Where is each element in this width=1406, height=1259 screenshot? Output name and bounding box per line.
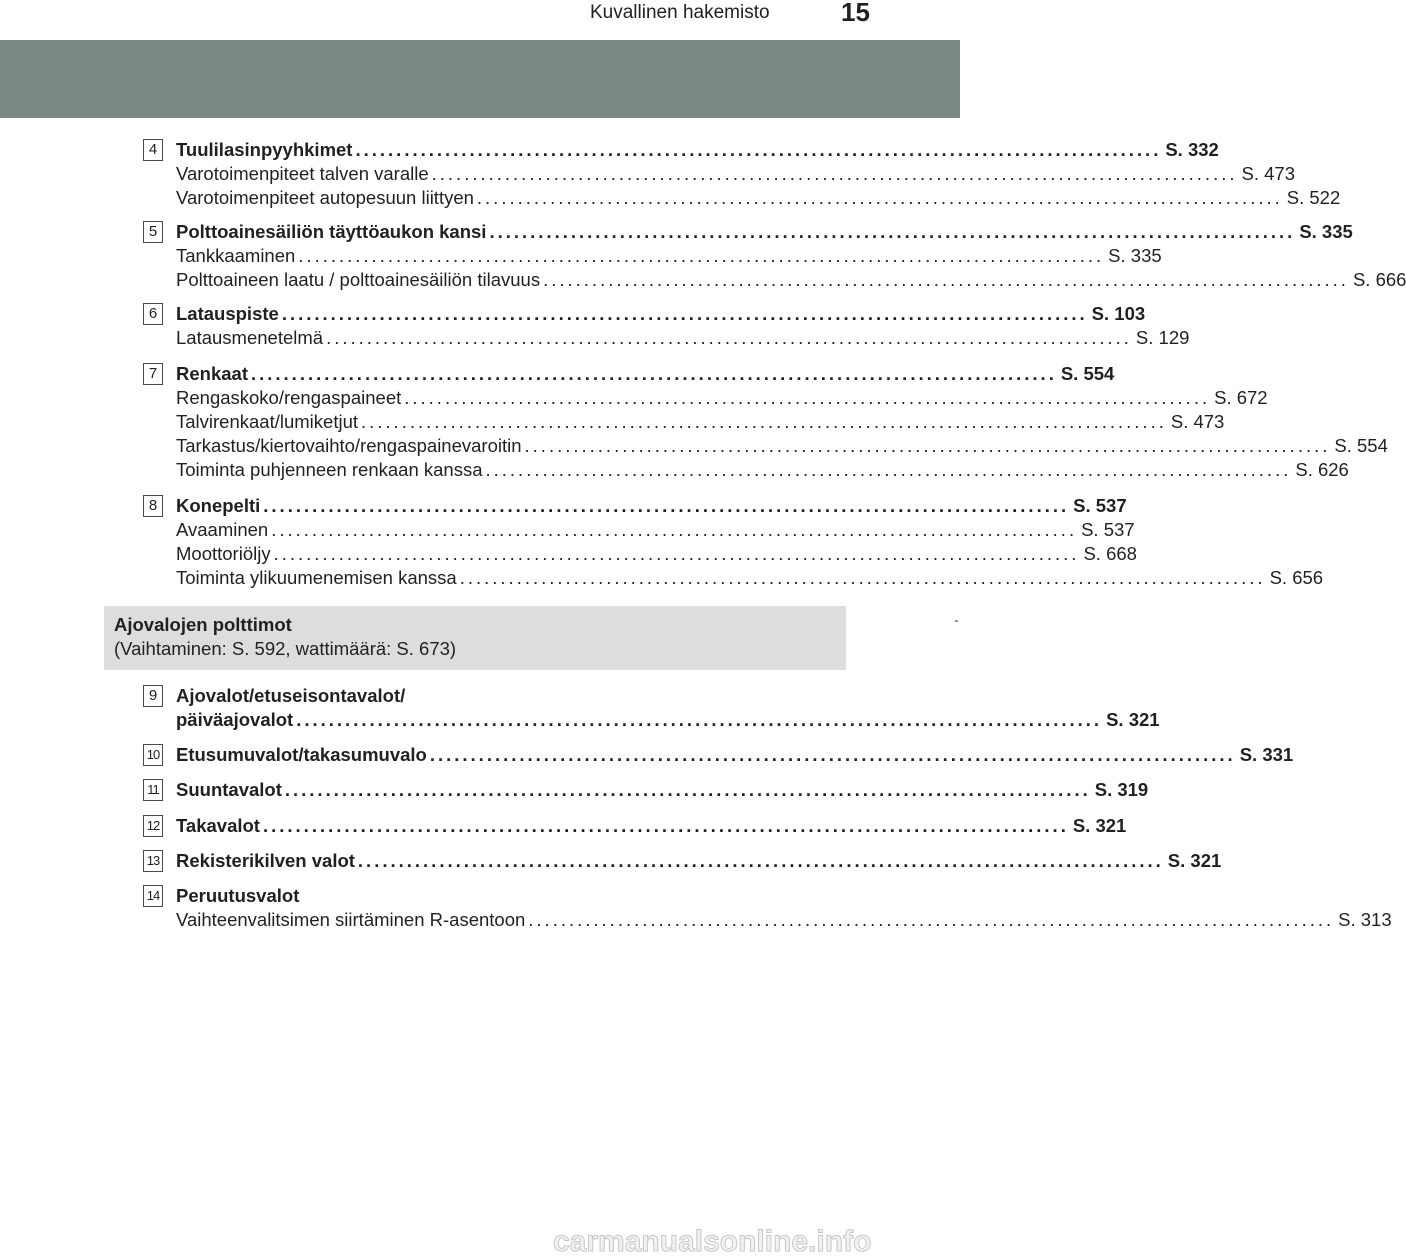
page-reference: S. 473 bbox=[1170, 411, 1225, 432]
header-band bbox=[0, 40, 960, 118]
page-reference: S. 335 bbox=[1299, 221, 1353, 242]
index-entry bbox=[148, 138, 1341, 210]
index-entry bbox=[148, 362, 1388, 482]
entry-label: Toiminta puhjenneen renkaan kanssa bbox=[176, 459, 483, 480]
entry-subitem bbox=[176, 162, 1295, 186]
entry-label: Avaaminen bbox=[176, 519, 269, 540]
dot-leader: ................................................................................................... bbox=[296, 709, 1103, 730]
page-reference: S. 537 bbox=[1081, 519, 1135, 540]
page-reference: S. 522 bbox=[1286, 187, 1341, 208]
entry-number-badge: 13 bbox=[143, 850, 163, 872]
entry-label: Tuulilasinpyyhkimet bbox=[176, 139, 353, 160]
page-number: 15 bbox=[841, 0, 870, 27]
entry-subitem bbox=[176, 268, 1406, 292]
entry-subitem bbox=[176, 908, 1392, 932]
index-entry bbox=[146, 743, 1294, 767]
entry-heading bbox=[176, 220, 1353, 244]
dot-leader: ................................................................................................... bbox=[404, 387, 1211, 408]
entry-number-badge: 6 bbox=[143, 303, 163, 325]
edge-mark bbox=[955, 620, 958, 622]
entry-heading bbox=[176, 708, 1160, 732]
page-reference: S. 554 bbox=[1334, 435, 1388, 456]
entry-heading bbox=[176, 362, 1115, 386]
entry-subitem bbox=[176, 410, 1225, 434]
entry-label: Toiminta ylikuumenemisen kanssa bbox=[176, 567, 457, 588]
entry-subitem bbox=[176, 386, 1268, 410]
dot-leader: ................................................................................................... bbox=[284, 779, 1091, 800]
page-reference: S. 332 bbox=[1165, 139, 1219, 160]
dot-leader: ................................................................................................... bbox=[543, 269, 1349, 290]
entry-label: Polttoainesäiliön täyttöaukon kansi bbox=[176, 221, 487, 242]
dot-leader: ................................................................................................... bbox=[250, 363, 1057, 384]
entry-label: Tarkastus/kiertovaihto/rengaspainevaroitin bbox=[176, 435, 522, 456]
dot-leader: ................................................................................................... bbox=[489, 221, 1296, 242]
entry-number-badge: 5 bbox=[143, 221, 163, 243]
page-reference: S. 537 bbox=[1073, 495, 1127, 516]
dot-leader: ................................................................................................... bbox=[429, 744, 1236, 765]
entry-label: Varotoimenpiteet autopesuun liittyen bbox=[176, 187, 474, 208]
entry-number-badge: 4 bbox=[143, 139, 163, 161]
entry-label: Vaihteenvalitsimen siirtäminen R-asentoon bbox=[176, 909, 526, 930]
page-reference: S. 473 bbox=[1241, 163, 1295, 184]
entry-number-badge: 10 bbox=[143, 744, 163, 766]
dot-leader: ................................................................................................... bbox=[271, 519, 1078, 540]
page-header bbox=[0, 0, 960, 36]
entry-subitem bbox=[176, 434, 1388, 458]
page-reference: S. 319 bbox=[1094, 779, 1149, 800]
page-reference: S. 331 bbox=[1239, 744, 1294, 765]
entry-label: Ajovalot/etuseisontavalot/ bbox=[176, 685, 406, 706]
page-reference: S. 321 bbox=[1072, 815, 1127, 836]
entry-heading bbox=[176, 884, 810, 908]
note-title: Ajovalojen polttimot bbox=[114, 614, 292, 635]
page-reference: S. 554 bbox=[1060, 363, 1115, 384]
page-reference: S. 321 bbox=[1106, 709, 1160, 730]
dot-leader: ................................................................................................... bbox=[262, 815, 1069, 836]
entry-label: Talvirenkaat/lumiketjut bbox=[176, 411, 358, 432]
dot-leader: ................................................................................................... bbox=[524, 435, 1331, 456]
index-entry bbox=[147, 778, 1149, 802]
entry-subitem bbox=[176, 326, 1190, 350]
index-entry bbox=[146, 814, 1127, 838]
page-reference: S. 335 bbox=[1108, 245, 1162, 266]
dot-leader: ................................................................................................... bbox=[298, 245, 1105, 266]
entry-heading bbox=[176, 849, 1222, 873]
dot-leader: ................................................................................................... bbox=[459, 567, 1266, 588]
entry-label: Tankkaaminen bbox=[176, 245, 296, 266]
dot-leader: ................................................................................................... bbox=[273, 543, 1080, 564]
dot-leader: ................................................................................................... bbox=[361, 411, 1167, 432]
entry-heading bbox=[176, 494, 1127, 518]
page-reference: S. 129 bbox=[1135, 327, 1190, 348]
page-reference: S. 313 bbox=[1338, 909, 1392, 930]
dot-leader: ................................................................................................... bbox=[528, 909, 1335, 930]
dot-leader: ................................................................................................... bbox=[326, 327, 1132, 348]
entry-number-badge: 9 bbox=[143, 685, 163, 707]
page-reference: S. 672 bbox=[1214, 387, 1268, 408]
page-reference: S. 321 bbox=[1167, 850, 1222, 871]
index-entry bbox=[148, 220, 1406, 292]
section-title: Kuvallinen hakemisto bbox=[590, 2, 770, 23]
entry-label: Peruutusvalot bbox=[176, 885, 300, 906]
watermark: carmanualsonline.info bbox=[553, 1225, 872, 1258]
entry-label: Renkaat bbox=[176, 363, 248, 384]
page-reference: S. 626 bbox=[1295, 459, 1349, 480]
entry-heading bbox=[176, 743, 1294, 767]
dot-leader: ................................................................................................... bbox=[355, 139, 1162, 160]
index-entry bbox=[148, 302, 1190, 350]
entry-label: Etusumuvalot/takasumuvalo bbox=[176, 744, 427, 765]
entry-number-badge: 8 bbox=[143, 495, 163, 517]
dot-leader: ................................................................................................... bbox=[476, 187, 1283, 208]
page-reference: S. 103 bbox=[1091, 303, 1146, 324]
entry-heading bbox=[176, 684, 810, 708]
entry-label: Polttoaineen laatu / polttoainesäiliön tilavuus bbox=[176, 269, 541, 290]
entry-heading bbox=[176, 138, 1219, 162]
index-entry bbox=[146, 884, 1392, 932]
dot-leader: ................................................................................................... bbox=[263, 495, 1070, 516]
entry-label: päiväajovalot bbox=[176, 709, 294, 730]
entry-subitem bbox=[176, 518, 1135, 542]
page-reference: S. 656 bbox=[1269, 567, 1324, 588]
entry-label: Latauspiste bbox=[176, 303, 279, 324]
entry-label: Latausmenetelmä bbox=[176, 327, 324, 348]
entry-heading bbox=[176, 302, 1146, 326]
entry-subitem bbox=[176, 458, 1349, 482]
dot-leader: ................................................................................................... bbox=[431, 163, 1238, 184]
entry-subitem bbox=[176, 244, 1162, 268]
index-entry bbox=[146, 849, 1222, 873]
dot-leader: ................................................................................................... bbox=[357, 850, 1164, 871]
entry-label: Varotoimenpiteet talven varalle bbox=[176, 163, 429, 184]
entry-label: Rengaskoko/rengaspaineet bbox=[176, 387, 402, 408]
dot-leader: ................................................................................................... bbox=[485, 459, 1292, 480]
entry-subitem bbox=[176, 186, 1341, 210]
page-reference: S. 666 bbox=[1352, 269, 1406, 290]
entry-label: Rekisterikilven valot bbox=[176, 850, 355, 871]
page-reference: S. 668 bbox=[1083, 543, 1137, 564]
entry-heading bbox=[176, 814, 1127, 838]
note-box bbox=[104, 606, 846, 670]
entry-label: Moottoriöljy bbox=[176, 543, 271, 564]
entry-number-badge: 14 bbox=[143, 885, 163, 907]
entry-subitem bbox=[176, 566, 1324, 590]
entry-label: Konepelti bbox=[176, 495, 261, 516]
entry-label: Suuntavalot bbox=[176, 779, 282, 800]
index-entry bbox=[148, 684, 1160, 732]
entry-subitem bbox=[176, 542, 1137, 566]
entry-number-badge: 7 bbox=[143, 363, 163, 385]
entry-number-badge: 11 bbox=[143, 779, 163, 801]
entry-label: Takavalot bbox=[176, 815, 260, 836]
entry-heading bbox=[176, 778, 1149, 802]
dot-leader: ................................................................................................... bbox=[281, 303, 1088, 324]
note-subtitle: (Vaihtaminen: S. 592, wattimäärä: S. 673) bbox=[114, 638, 457, 659]
entry-number-badge: 12 bbox=[143, 815, 163, 837]
index-entry bbox=[148, 494, 1324, 590]
